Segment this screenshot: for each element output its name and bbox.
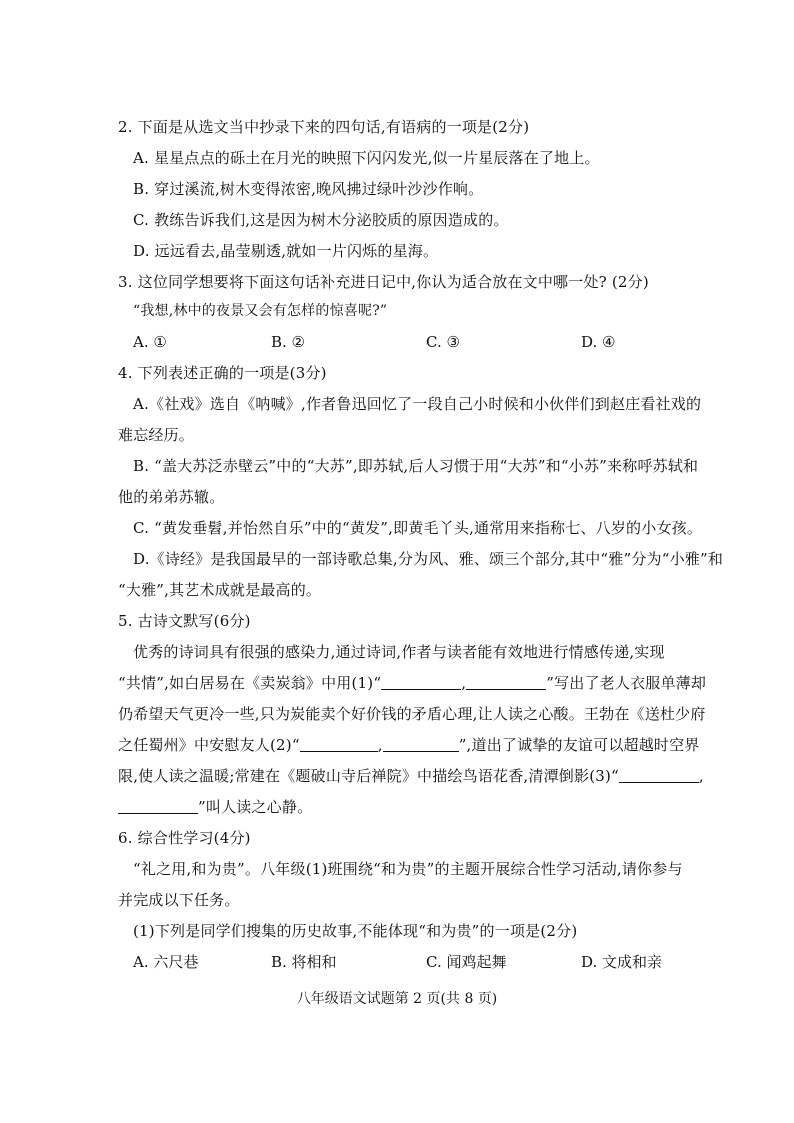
page-footer: 八年级语文试题第 2 页(共 8 页) (296, 991, 498, 1007)
answer-blank-2a[interactable] (300, 736, 378, 752)
answer-blank-3a[interactable] (619, 767, 699, 783)
q3-option-d: D. ④ (581, 333, 616, 351)
q5-sep-3: , (698, 767, 704, 785)
answer-blank-2b[interactable] (383, 736, 459, 752)
q2-option-c: C. 教练告诉我们,这是因为树木分泌胶质的原因造成的。 (133, 211, 509, 229)
q5-line-2-text-a: “共情”,如白居易在《卖炭翁》中用(1)“ (118, 674, 382, 692)
q4-option-d: D.《诗经》是我国最早的一部诗歌总集,分为风、雅、颂三个部分,其中“雅”分为“小雅”和 (133, 550, 724, 568)
q6-intro-1: “礼之用,和为贵”。八年级(1)班围绕“和为贵”的主题开展综合性学习活动,请你参与 (133, 860, 683, 878)
q6-option-a: A. 六尺巷 (133, 953, 199, 971)
q4-option-d-cont: “大雅”,其艺术成就是最高的。 (118, 581, 322, 599)
q6-option-b: B. 将相和 (271, 953, 337, 971)
q5-line-5 (118, 765, 704, 787)
q4-stem: 4. 下列表述正确的一项是(3分) (118, 364, 327, 382)
q5-sep-2: , (377, 736, 383, 754)
answer-blank-3b[interactable] (118, 798, 198, 814)
answer-blank-1a[interactable] (381, 674, 461, 690)
q2-stem: 2. 下面是从选文当中抄录下来的四句话,有语病的一项是(2分) (118, 118, 530, 136)
q5-line-4-text-b: ”,道出了诚挚的友谊可以超越时空界 (458, 736, 700, 754)
q5-line-6 (118, 796, 312, 818)
q3-option-b: B. ② (271, 333, 306, 351)
q3-option-c: C. ③ (426, 333, 460, 351)
q5-line-3: 仍希望天气更冷一些,只为炭能卖个好价钱的矛盾心理,让人读之心酸。王勃在《送杜少府 (118, 705, 706, 723)
q5-line-2-text-b: ”写出了老人衣服单薄却 (546, 674, 707, 692)
q2-option-d: D. 远远看去,晶莹剔透,就如一片闪烁的星海。 (133, 242, 439, 260)
q5-line-2 (118, 672, 706, 694)
q6-stem: 6. 综合性学习(4分) (118, 829, 251, 847)
q6-intro-2: 并完成以下任务。 (118, 891, 240, 909)
q5-line-1: 优秀的诗词具有很强的感染力,通过诗词,作者与读者能有效地进行情感传递,实现 (133, 643, 665, 661)
q4-option-a-cont: 难忘经历。 (118, 426, 195, 444)
q5-stem: 5. 古诗文默写(6分) (118, 612, 251, 630)
answer-blank-1b[interactable] (466, 674, 546, 690)
q3-quote: “我想,林中的夜景又会有怎样的惊喜呢?” (133, 303, 388, 319)
q5-line-5-text-a: 限,使人读之温暖;常建在《题破山寺后禅院》中描绘鸟语花香,清潭倒影(3)“ (118, 767, 619, 785)
q5-line-4-text-a: 之任蜀州》中安慰友人(2)“ (118, 736, 300, 754)
q6-option-c: C. 闻鸡起舞 (426, 953, 507, 971)
q6-sub-question-1: (1)下列是同学们搜集的历史故事,不能体现“和为贵”的一项是(2分) (133, 922, 578, 940)
q6-option-d: D. 文成和亲 (581, 953, 663, 971)
q5-sep-1: , (461, 674, 467, 692)
q4-option-a: A.《社戏》选自《呐喊》,作者鲁迅回忆了一段自己小时候和小伙伴们到赵庄看社戏的 (133, 395, 702, 413)
q5-line-6-text: ”叫人读之心静。 (198, 798, 313, 816)
q3-stem: 3. 这位同学想要将下面这句话补充进日记中,你认为适合放在文中哪一处? (2分) (118, 273, 649, 291)
q3-option-a: A. ① (133, 333, 167, 351)
q2-option-b: B. 穿过溪流,树木变得浓密,晚风拂过绿叶沙沙作响。 (133, 180, 484, 198)
q4-option-c: C. “黄发垂髫,并怡然自乐”中的“黄发”,即黄毛丫头,通常用来指称七、八岁的小女孩。 (133, 519, 703, 537)
q4-option-b-cont: 他的弟弟苏辙。 (118, 488, 225, 506)
q5-line-4 (118, 734, 700, 756)
q4-option-b: B. “盖大苏泛赤壁云”中的“大苏”,即苏轼,后人习惯于用“大苏”和“小苏”来称呼苏轼和 (133, 457, 699, 475)
q2-option-a: A. 星星点点的砾土在月光的映照下闪闪发光,似一片星辰落在了地上。 (133, 149, 600, 167)
